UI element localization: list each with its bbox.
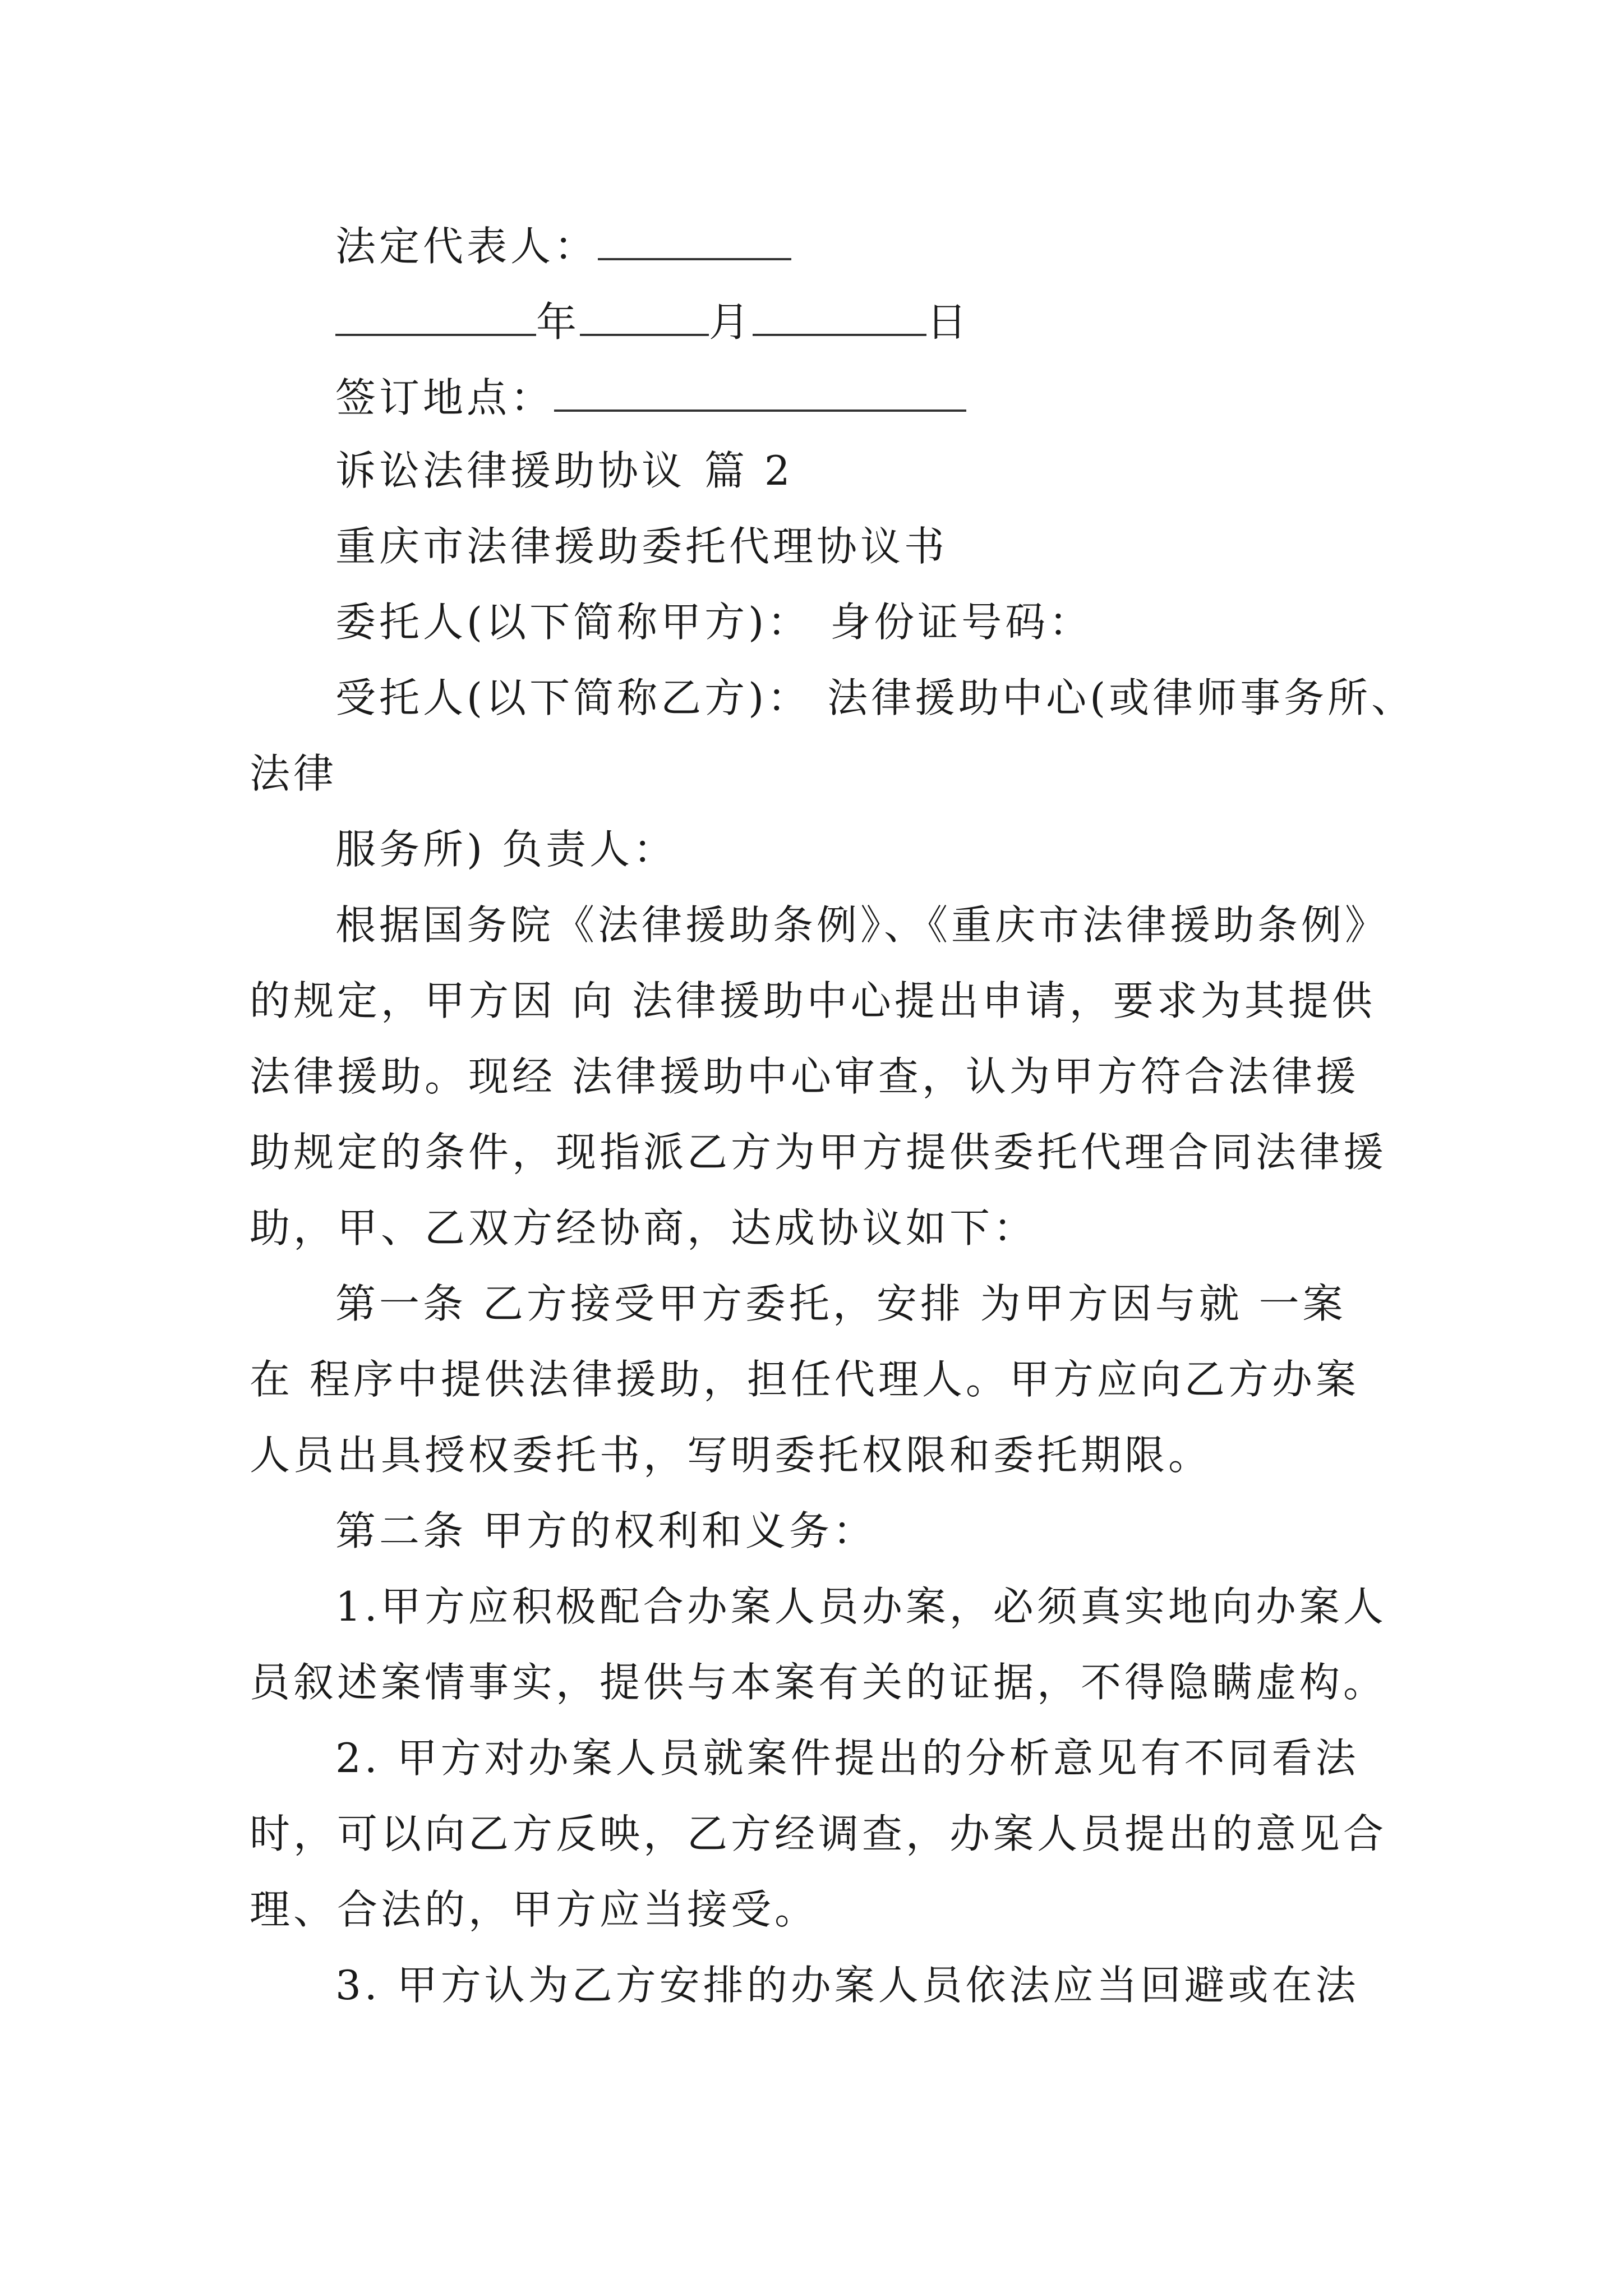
body-line: 助，甲、乙双方经协商，达成协议如下： — [250, 1204, 1038, 1251]
legal-rep-line — [335, 223, 791, 270]
client-line — [335, 599, 1093, 646]
sign-place-line — [335, 374, 966, 421]
agent-line-3: 服务所) 负责人： — [335, 826, 677, 873]
item-1-line: 员叙述案情事实，提供与本案有关的证据，不得隐瞒虚构。 — [250, 1659, 1387, 1706]
legal-rep-blank — [598, 223, 791, 260]
section-heading — [335, 447, 794, 494]
section-heading-text: 诉讼法律援助协议 — [335, 447, 686, 494]
agent-line-2: 法律 — [250, 750, 338, 797]
section-heading-suffix: 篇 2 — [704, 447, 794, 494]
month-blank — [580, 299, 709, 336]
client-label: 委托人(以下简称甲方)： — [335, 599, 811, 646]
id-label: 身份证号码： — [830, 599, 1093, 646]
article-1-line: 在 程序中提供法律援助，担任代理人。甲方应向乙方办案 — [250, 1356, 1359, 1403]
day-blank — [753, 299, 926, 336]
date-line — [335, 298, 971, 346]
item-1-line: 1.甲方应积极配合办案人员办案，必须真实地向办案人 — [335, 1583, 1387, 1630]
body-line: 根据国务院《法律援助条例》、《重庆市法律援助条例》 — [335, 901, 1389, 949]
agent-line-1: 受托人(以下简称乙方)： 法律援助中心(或律师事务所、 — [335, 674, 1415, 721]
date-month-label: 月 — [709, 298, 753, 346]
body-line: 助规定的条件，现指派乙方为甲方提供委托代理合同法律援 — [250, 1129, 1387, 1176]
item-3-line: 3. 甲方认为乙方安排的办案人员依法应当回避或在法 — [335, 1962, 1359, 2009]
item-2-line: 2. 甲方对办案人员就案件提出的分析意见有不同看法 — [335, 1734, 1359, 1782]
body-line: 法律援助。现经 法律援助中心审查，认为甲方符合法律援 — [250, 1053, 1359, 1100]
item-2-line: 时，可以向乙方反映，乙方经调查，办案人员提出的意见合 — [250, 1810, 1387, 1857]
body-line: 的规定，甲方因 向 法律援助中心提出申请，要求为其提供 — [250, 977, 1376, 1024]
date-day-label: 日 — [926, 298, 971, 346]
item-2-line: 理、合法的，甲方应当接受。 — [250, 1886, 819, 1933]
year-blank — [335, 299, 536, 336]
sign-place-blank — [554, 375, 966, 412]
date-year-label: 年 — [536, 298, 580, 346]
article-2-heading: 第二条 甲方的权利和义务： — [335, 1507, 877, 1554]
sign-place-label: 签订地点： — [335, 374, 555, 421]
article-1-line: 第一条 乙方接受甲方委托，安排 为甲方因与就 一案 — [335, 1280, 1347, 1327]
article-1-line: 人员出具授权委托书，写明委托权限和委托期限。 — [250, 1432, 1212, 1479]
doc-title: 重庆市法律援助委托代理协议书 — [335, 523, 948, 570]
legal-rep-label: 法定代表人： — [335, 223, 598, 270]
